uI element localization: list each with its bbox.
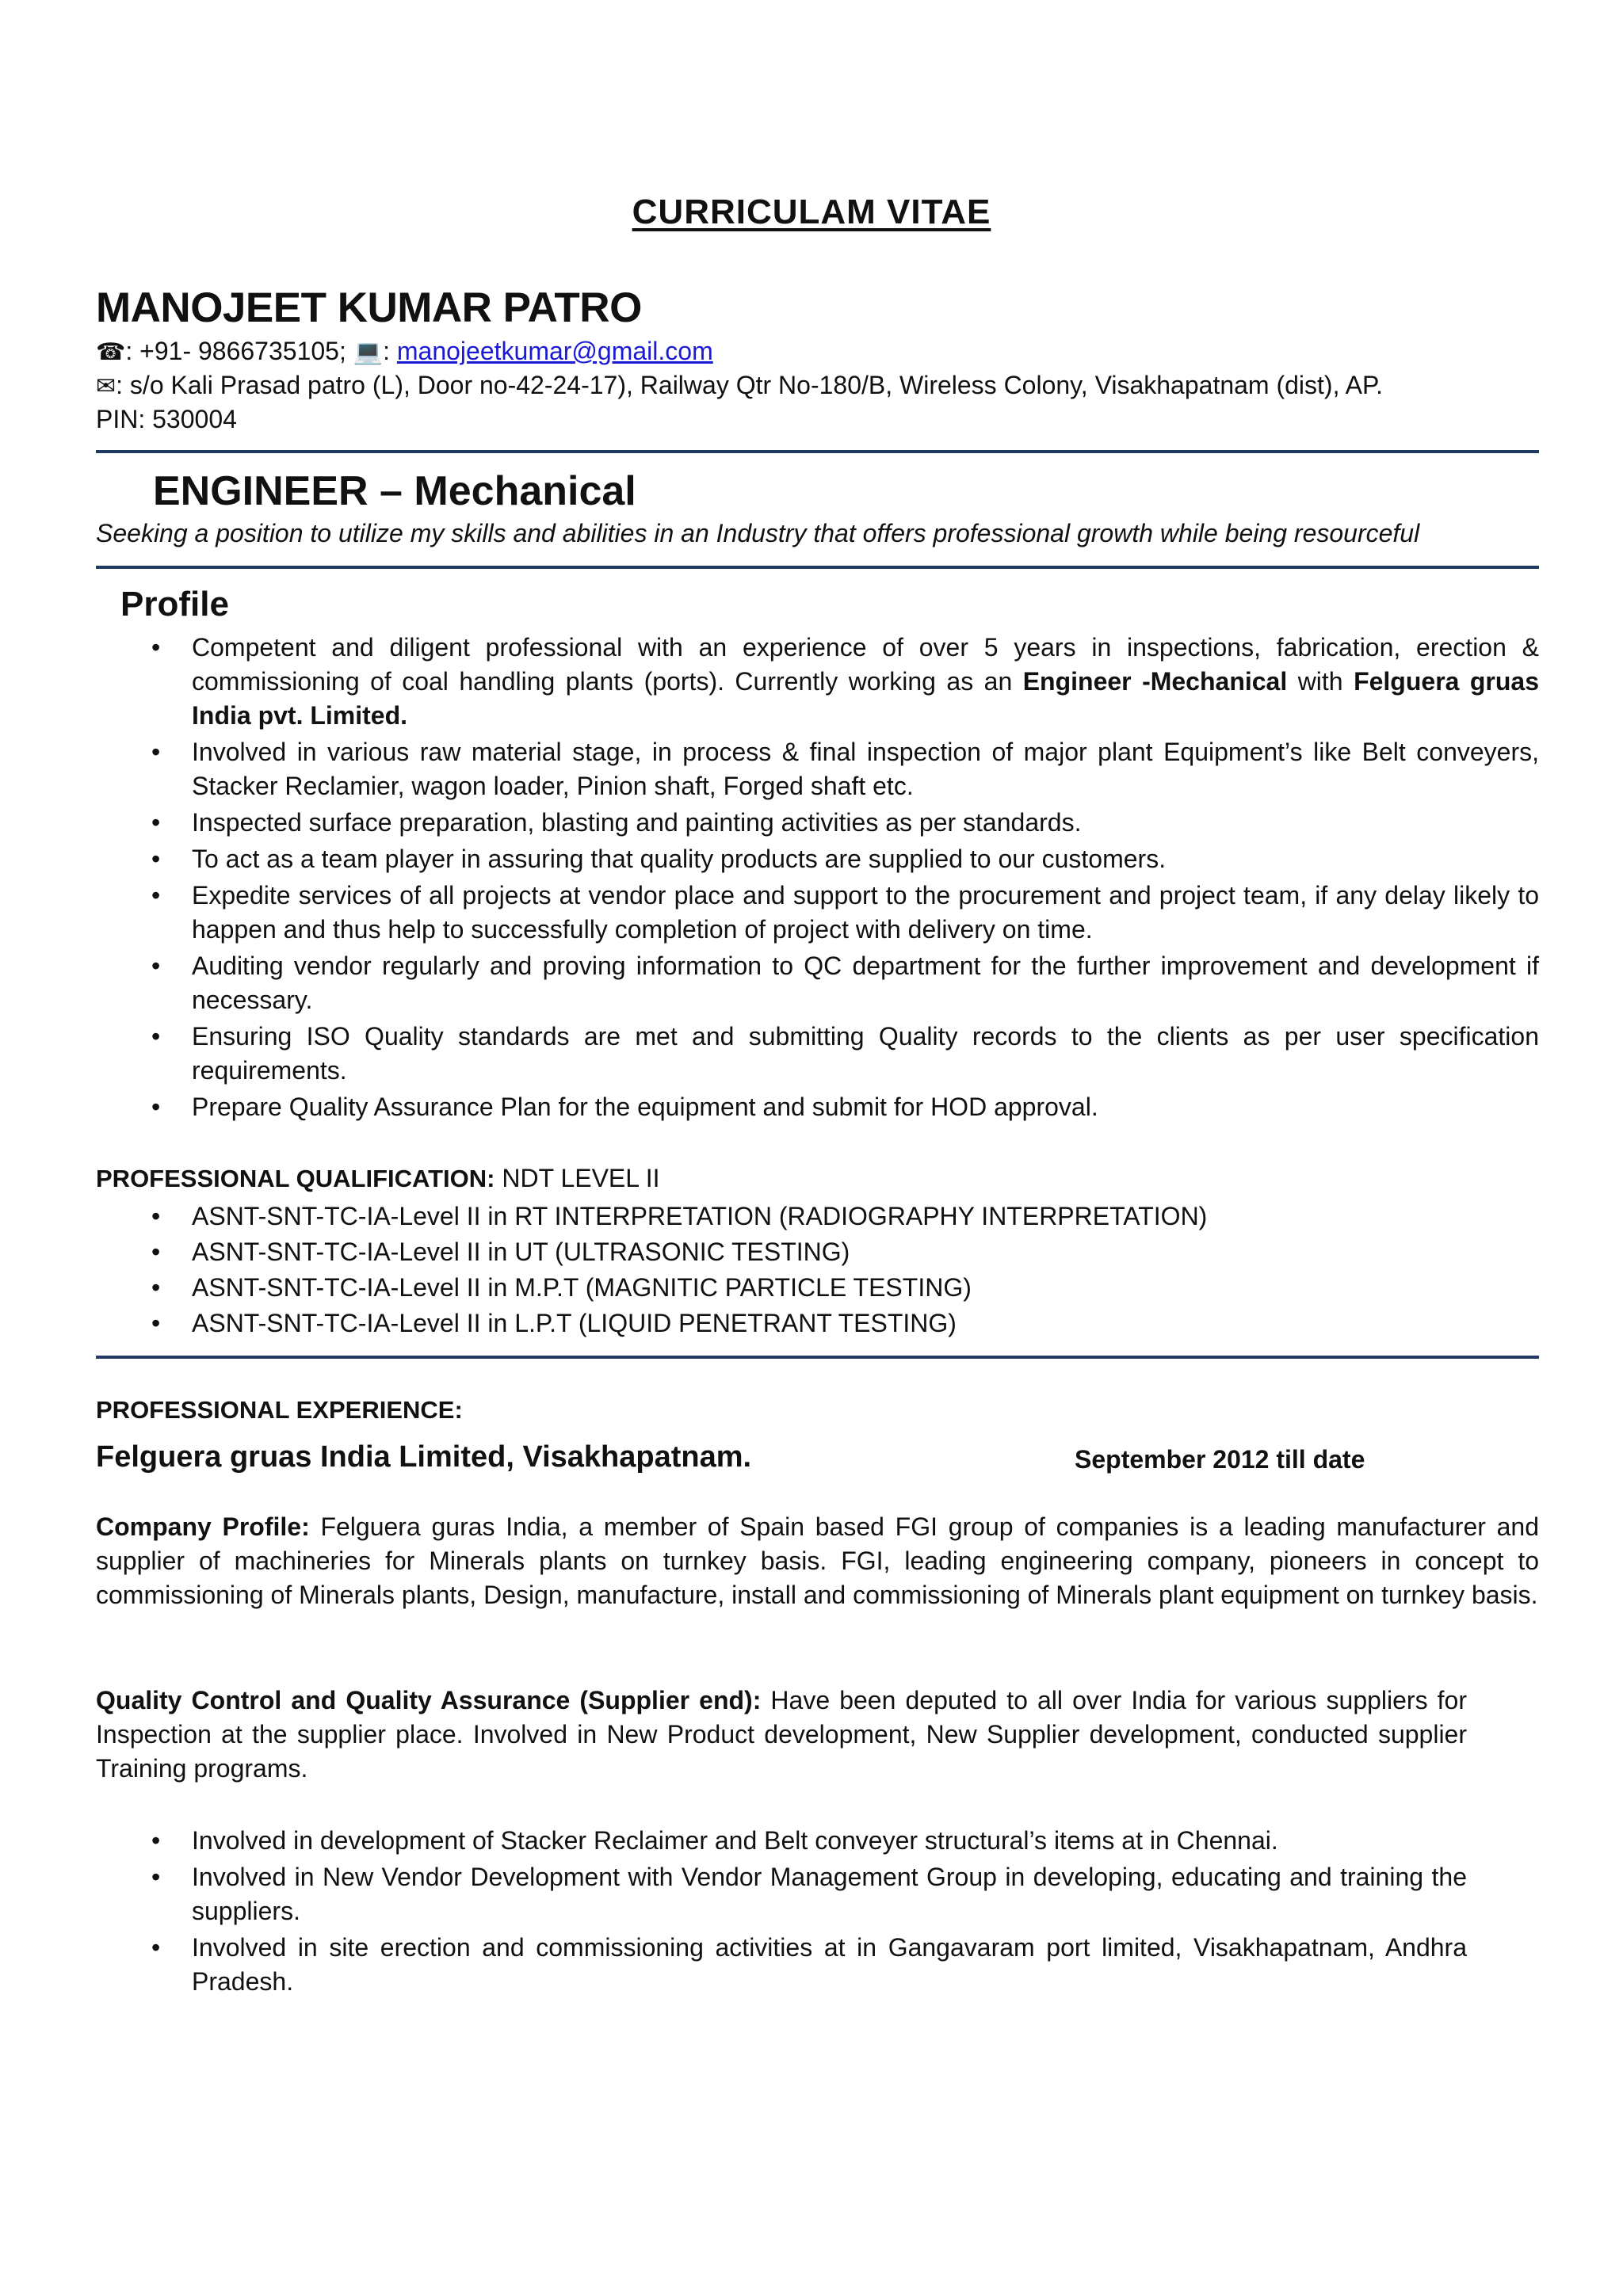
employment-period: September 2012 till date xyxy=(1075,1445,1365,1474)
company-bold: Felguera gruas India pvt. Limited. xyxy=(192,667,1540,730)
company-profile-text: Felguera guras India, a member of Spain based FGI group of companies is a leading manufacturer and supplier of machineries for Minerals plants on turnkey basis. FGI, leading engineering company, pioneers in concept to commissioning of Minerals plants, Design, manufacture, install and commissioning of Minerals plant equipment on turnkey basis. xyxy=(96,1512,1540,1609)
profile-text: Prepare Quality Assurance Plan for the equipment and submit for HOD approval. xyxy=(192,1093,1098,1121)
candidate-name: MANOJEET KUMAR PATRO xyxy=(96,284,642,331)
qualification-item: ASNT-SNT-TC-IA-Level II in M.P.T (MAGNITIC PARTICLE TESTING) xyxy=(192,1273,972,1302)
list-item xyxy=(96,842,1539,876)
list-item xyxy=(96,806,1539,840)
list-item xyxy=(96,879,1539,947)
bullet: • xyxy=(151,1093,161,1121)
list-item xyxy=(96,1306,1539,1341)
bullet: • xyxy=(151,952,161,980)
qc-text: Have been deputed to all over India for various suppliers for Inspection at the supplier place. Involved in New Product development, New Supplier development, conducted supplier Training programs. xyxy=(96,1686,1468,1783)
career-objective: Seeking a position to utilize my skills and abilities in an Industry that offers professional growth while being resourceful xyxy=(96,519,1420,547)
qualification-list xyxy=(96,1199,1539,1341)
profile-text: To act as a team player in assuring that quality products are supplied to our customers. xyxy=(192,845,1167,873)
profile-list xyxy=(96,631,1539,1124)
qc-label: Quality Control and Quality Assurance (Supplier end): xyxy=(96,1686,762,1714)
experience-item: Involved in development of Stacker Reclaimer and Belt conveyer structural’s items at in Chennai. xyxy=(192,1826,1278,1855)
company-profile-label: Company Profile: xyxy=(96,1512,310,1541)
bullet: • xyxy=(151,881,161,910)
profile-text: Expedite services of all projects at vendor place and support to the procurement and project team, if any delay likely to happen and thus help to successfully completion of project with delivery on time. xyxy=(192,881,1539,944)
email-link[interactable]: manojeetkumar@gmail.com xyxy=(396,337,713,365)
list-item xyxy=(96,1199,1539,1234)
divider xyxy=(96,450,1539,453)
bullet: • xyxy=(151,1309,161,1337)
profile-text: Competent and diligent professional with an experience of over 5 years in inspections, fabrication, erection & commissioning of coal handling plants (ports). Currently working as an xyxy=(192,633,1539,696)
list-item xyxy=(96,949,1539,1017)
contact-line xyxy=(96,337,713,366)
list-item xyxy=(96,735,1539,803)
bullet: • xyxy=(151,1933,161,1962)
profile-text: with xyxy=(1287,667,1354,696)
qualification-heading xyxy=(96,1164,660,1193)
address-line xyxy=(96,371,1383,400)
list-item xyxy=(96,1860,1467,1928)
profile-text: Auditing vendor regularly and proving information to QC department for the further improvement and development if necessary. xyxy=(192,952,1539,1014)
experience-heading: PROFESSIONAL EXPERIENCE: xyxy=(96,1396,463,1424)
bullet: • xyxy=(151,1273,161,1302)
email-separator: : xyxy=(383,337,390,365)
divider xyxy=(96,1356,1539,1359)
profile-text: Involved in various raw material stage, in process & final inspection of major plant Equipment’s like Belt conveyers, Stacker Reclamier, wagon loader, Pinion shaft, Forged shaft etc. xyxy=(192,738,1539,800)
job-title-bold: Engineer -Mechanical xyxy=(1022,667,1288,696)
bullet: • xyxy=(151,1022,161,1051)
bullet: • xyxy=(151,845,161,873)
pin-code: PIN: 530004 xyxy=(96,405,237,433)
qualification-item: ASNT-SNT-TC-IA-Level II in RT INTERPRETATION (RADIOGRAPHY INTERPRETATION) xyxy=(192,1202,1208,1230)
experience-item: Involved in New Vendor Development with Vendor Management Group in developing, educating and training the suppliers. xyxy=(192,1863,1467,1925)
envelope-icon: ✉ xyxy=(96,372,116,400)
profile-heading: Profile xyxy=(120,585,229,624)
list-item xyxy=(96,1234,1539,1270)
phone-number: : +91- 9866735105; xyxy=(125,337,346,365)
bullet: • xyxy=(151,1238,161,1266)
list-item xyxy=(96,1020,1539,1088)
bullet: • xyxy=(151,738,161,766)
job-role-heading: ENGINEER – Mechanical xyxy=(153,468,636,514)
document-title: CURRICULAM VITAE xyxy=(632,193,991,231)
profile-text: Inspected surface preparation, blasting and painting activities as per standards. xyxy=(192,808,1082,837)
company-name: Felguera gruas India Limited, Visakhapatnam. xyxy=(96,1440,752,1474)
list-item xyxy=(96,631,1539,733)
bullet: • xyxy=(151,1863,161,1891)
list-item xyxy=(96,1270,1539,1306)
qualification-label: PROFESSIONAL QUALIFICATION: xyxy=(96,1165,495,1192)
experience-list xyxy=(96,1824,1467,1999)
qualification-item: ASNT-SNT-TC-IA-Level II in L.P.T (LIQUID PENETRANT TESTING) xyxy=(192,1309,957,1337)
company-profile-paragraph xyxy=(96,1510,1539,1612)
list-item xyxy=(96,1090,1539,1124)
bullet: • xyxy=(151,1826,161,1855)
list-item xyxy=(96,1931,1467,1999)
bullet: • xyxy=(151,633,161,662)
list-item xyxy=(96,1824,1467,1858)
qc-paragraph xyxy=(96,1684,1467,1786)
qualification-item: ASNT-SNT-TC-IA-Level II in UT (ULTRASONIC TESTING) xyxy=(192,1238,850,1266)
bullet: • xyxy=(151,1202,161,1230)
divider xyxy=(96,566,1539,569)
qualification-value: NDT LEVEL II xyxy=(495,1164,660,1192)
computer-icon: 💻 xyxy=(353,338,384,366)
experience-item: Involved in site erection and commissioning activities at in Gangavaram port limited, Visakhapatnam, Andhra Pradesh. xyxy=(192,1933,1467,1996)
address-text: : s/o Kali Prasad patro (L), Door no-42-24-17), Railway Qtr No-180/B, Wireless Colony, Visakhapatnam (dist), AP. xyxy=(116,371,1384,399)
profile-text: Ensuring ISO Quality standards are met and submitting Quality records to the clients as per user specification requirements. xyxy=(192,1022,1539,1085)
bullet: • xyxy=(151,808,161,837)
phone-icon: ☎ xyxy=(96,338,126,366)
